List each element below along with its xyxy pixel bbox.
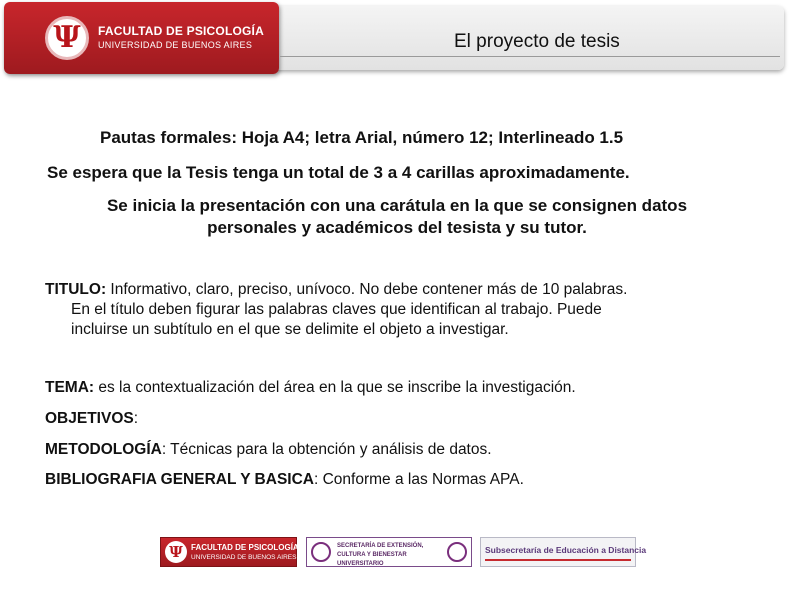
titulo-paragraph xyxy=(45,280,775,340)
cover-line-2: personales y académicos del tesista y su tutor. xyxy=(207,218,587,237)
formal-guidelines-line: Pautas formales: Hoja A4; letra Arial, número 12; Interlineado 1.5 xyxy=(100,128,624,147)
metodologia-label: METODOLOGÍA xyxy=(45,441,162,458)
tema-paragraph xyxy=(45,378,775,398)
titulo-label: TITULO: xyxy=(45,281,107,298)
titulo-text-3: incluirse un subtítulo en el que se delimite el objeto a investigar. xyxy=(71,321,509,338)
footer-subsecretaria-underline xyxy=(485,559,631,561)
objetivos-text: : xyxy=(133,410,139,427)
seal-icon xyxy=(447,542,467,562)
metodologia-paragraph xyxy=(45,440,775,460)
logo-line2: UNIVERSIDAD DE BUENOS AIRES xyxy=(98,40,253,50)
footer-faculty-line1: FACULTAD DE PSICOLOGÍA xyxy=(191,543,299,552)
footer-subsecretaria-text: Subsecretaría de Educación a Distancia xyxy=(485,545,647,555)
logo-line1: FACULTAD DE PSICOLOGÍA xyxy=(98,24,264,38)
footer-faculty-line2: UNIVERSIDAD DE BUENOS AIRES xyxy=(191,554,297,561)
footer-subsecretaria-logo xyxy=(480,537,647,567)
faculty-logo xyxy=(4,2,279,74)
titulo-text-2: En el título deben figurar las palabras claves que identifican al trabajo. Puede xyxy=(71,301,602,318)
seal-icon xyxy=(311,542,331,562)
slide-title: El proyecto de tesis xyxy=(454,31,620,52)
tema-label: TEMA: xyxy=(45,379,95,396)
objetivos-label: OBJETIVOS xyxy=(45,410,134,427)
psi-icon: Ψ xyxy=(165,541,187,563)
cover-page-paragraph xyxy=(40,195,754,239)
bibliografia-paragraph xyxy=(45,470,775,490)
titulo-text-1: Informativo, claro, preciso, unívoco. No debe contener más de 10 palabras. xyxy=(106,281,628,298)
footer-faculty-logo xyxy=(160,537,297,567)
tema-text: es la contextualización del área en la que se inscribe la investigación. xyxy=(94,379,576,396)
page-count-line: Se espera que la Tesis tenga un total de 3 a 4 carillas aproximadamente. xyxy=(47,163,630,182)
title-underline xyxy=(280,56,780,57)
objetivos-paragraph xyxy=(45,409,775,429)
footer-extension-logo xyxy=(306,537,472,567)
psi-icon: Ψ xyxy=(45,16,89,60)
bibliografia-label: BIBLIOGRAFIA GENERAL Y BASICA xyxy=(45,471,314,488)
metodologia-text: : Técnicas para la obtención y análisis de datos. xyxy=(161,441,492,458)
footer-extension-text: SECRETARÍA DE EXTENSIÓN, CULTURA Y BIENESTAR UNIVERSITARIO xyxy=(337,543,424,567)
bibliografia-text: : Conforme a las Normas APA. xyxy=(313,471,524,488)
cover-line-1: Se inicia la presentación con una carátula en la que se consignen datos xyxy=(106,196,688,215)
